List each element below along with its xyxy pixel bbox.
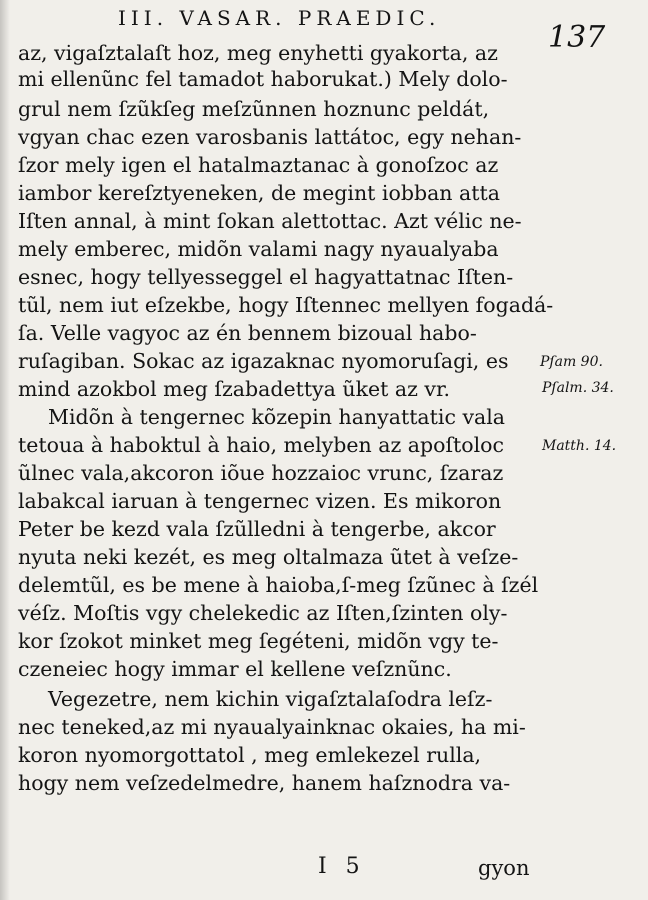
margin-note: Matth. 14. — [542, 438, 617, 454]
text-line: hogy nem veſzedelmedre, hanem haſznodra va- — [18, 771, 511, 795]
page-number: 137 — [548, 20, 606, 55]
signature-mark: I 5 — [318, 854, 366, 879]
text-line: mind azokbol meg ſzabadettya ũket az vr. — [18, 377, 451, 401]
text-line: nec teneked,az mi nyaualyainknac okaies, ha mi- — [18, 715, 526, 739]
text-line: Peter be kezd vala ſzũlledni à tengerbe, akcor — [18, 517, 496, 541]
text-line: Midõn à tengernec kõzepin hanyattatic vala — [48, 405, 506, 429]
text-line: mi ellenũnc fel tamadot haborukat.) Mely dolo- — [18, 67, 508, 91]
text-line: grul nem ſzũkſeg meſzũnnen hoznunc peldát, — [18, 97, 490, 121]
text-line: tetoua à haboktul à haio, melyben az apoſtoloc — [18, 433, 505, 457]
catchword: gyon — [478, 856, 530, 880]
text-line: ſa. Velle vagyoc az én bennem bizoual habo- — [18, 321, 477, 345]
text-line: mely emberec, midõn valami nagy nyaualyaba — [18, 237, 499, 261]
text-line: nyuta neki kezét, es meg oltalmaza ũtet à veſze- — [18, 545, 519, 569]
text-line: czeneiec hogy immar el kellene veſznũnc. — [18, 657, 452, 681]
text-line: vgyan chac ezen varosbanis lattátoc, egy nehan- — [18, 125, 522, 149]
margin-note: Pſam 90. — [540, 354, 603, 370]
text-line: tũl, nem iut eſzekbe, hogy Iſtennec mellyen fogadá- — [18, 293, 554, 317]
text-line: ũlnec vala,akcoron iõue hozzaioc vrunc, ſzaraz — [18, 461, 504, 485]
text-line: Vegezetre, nem kichin vigaſztalaſodra leſz- — [48, 687, 493, 711]
running-head: III. VASAR. PRAEDIC. — [118, 6, 441, 30]
text-line: labakcal iaruan à tengernec vizen. Es mikoron — [18, 489, 502, 513]
text-line: az, vigaſztalaſt hoz, meg enyhetti gyakorta, az — [18, 41, 498, 65]
margin-note: Pſalm. 34. — [542, 380, 614, 396]
text-line: kor ſzokot minket meg ſegéteni, midõn vgy te- — [18, 629, 499, 653]
text-line: ruſagiban. Sokac az igazaknac nyomoruſagi, es — [18, 349, 509, 373]
text-line: koron nyomorgottatol , meg emlekezel rulla, — [18, 743, 482, 767]
text-line: iambor kereſztyeneken, de megint iobban atta — [18, 181, 500, 205]
text-line: esnec, hogy tellyesseggel el hagyattatnac Iſten- — [18, 265, 514, 289]
text-line: Iſten annal, à mint ſokan alettottac. Azt vélic ne- — [18, 209, 522, 233]
text-line: delemtũl, es be mene à haioba,ſ-meg ſzũnec à ſzél — [18, 573, 539, 597]
text-line: ſzor mely igen el hatalmaztanac à gonoſzoc az — [18, 153, 499, 177]
text-line: véſz. Moſtis vgy chelekedic az Iſten,ſzinten oly- — [18, 601, 508, 625]
page-gutter-shadow — [0, 0, 10, 900]
